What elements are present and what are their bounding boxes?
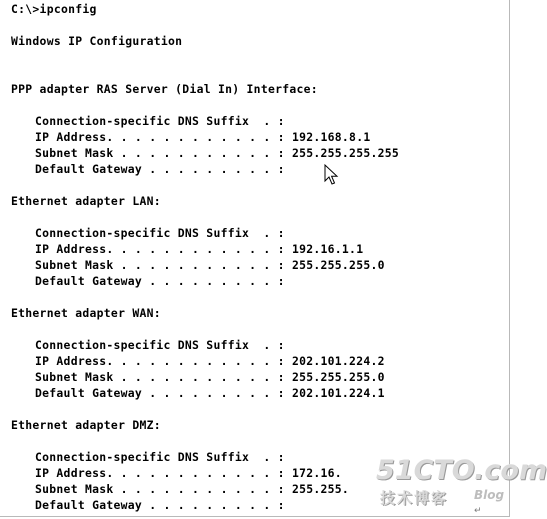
- subnet-mask-line: Subnet Mask . . . . . . . . . . . : 255.255.: [35, 482, 350, 496]
- site-watermark: [376, 455, 547, 515]
- adapter-title-ppp: PPP adapter RAS Server (Dial In) Interface:: [11, 82, 318, 96]
- subnet-mask-line: Subnet Mask . . . . . . . . . . . : 255.255.255.0: [35, 370, 385, 384]
- ip-address-line: IP Address. . . . . . . . . . . . : 192.168.8.1: [35, 130, 371, 144]
- subnet-mask-line: Subnet Mask . . . . . . . . . . . : 255.255.255.0: [35, 258, 385, 272]
- default-gateway-line: Default Gateway . . . . . . . . . :: [35, 274, 285, 288]
- ip-address-line: IP Address. . . . . . . . . . . . : 202.101.224.2: [35, 354, 385, 368]
- return-mark-icon: ↵: [474, 506, 482, 516]
- watermark-blog-label: Blog: [474, 488, 505, 502]
- default-gateway-line: Default Gateway . . . . . . . . . :: [35, 498, 285, 512]
- adapter-title-dmz: Ethernet adapter DMZ:: [11, 418, 161, 432]
- mouse-pointer-icon: [324, 164, 338, 186]
- watermark-subtitle: 技术博客: [380, 489, 449, 507]
- dns-suffix-line: Connection-specific DNS Suffix . :: [35, 338, 285, 352]
- config-heading: Windows IP Configuration: [11, 34, 183, 48]
- subnet-mask-line: Subnet Mask . . . . . . . . . . . : 255.255.255.255: [35, 146, 400, 160]
- adapter-title-wan: Ethernet adapter WAN:: [11, 306, 161, 320]
- ip-address-line: IP Address. . . . . . . . . . . . : 192.16.1.1: [35, 242, 364, 256]
- default-gateway-line: Default Gateway . . . . . . . . . : 202.101.224.1: [35, 386, 385, 400]
- dns-suffix-line: Connection-specific DNS Suffix . :: [35, 114, 285, 128]
- watermark-logo: 51CTO.com: [376, 455, 547, 486]
- command-prompt: C:\>ipconfig: [11, 2, 97, 16]
- adapter-title-lan: Ethernet adapter LAN:: [11, 194, 161, 208]
- dns-suffix-line: Connection-specific DNS Suffix . :: [35, 450, 285, 464]
- ip-address-line: IP Address. . . . . . . . . . . . : 172.16.: [35, 466, 342, 480]
- default-gateway-line: Default Gateway . . . . . . . . . :: [35, 162, 285, 176]
- dns-suffix-line: Connection-specific DNS Suffix . :: [35, 226, 285, 240]
